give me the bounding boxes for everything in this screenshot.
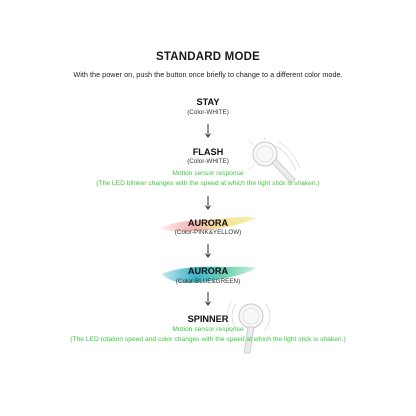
- mode-spinner-note-detail: (The LED rotation speed and color changes with the speed at which the light stick is shaken.): [70, 336, 346, 343]
- mode-flash-name: FLASH: [192, 147, 224, 157]
- mode-aurora-1-color: (Color-PINK&YELLOW): [174, 229, 242, 236]
- mode-flash-color: (Color-WHITE): [187, 158, 229, 165]
- arrow-down-icon: [203, 124, 213, 138]
- mode-spinner-name: SPINNER: [187, 314, 229, 324]
- arrow-down-icon: [203, 292, 213, 306]
- mode-aurora-2-name: AURORA: [187, 266, 229, 276]
- mode-stay-color: (Color-WHITE): [187, 109, 229, 116]
- arrow-down-icon: [203, 196, 213, 210]
- mode-stay-name: STAY: [196, 97, 220, 107]
- page-title: STANDARD MODE: [156, 51, 260, 63]
- intro-text: With the power on, push the button once briefly to change to a different color mode.: [73, 70, 343, 79]
- mode-spinner-note: Motion sensor response: [172, 326, 244, 333]
- mode-flash-note: Motion sensor response: [172, 170, 244, 177]
- arrow-down-icon: [203, 244, 213, 258]
- mode-aurora-2-color: (Color-BLUE&GREEN): [175, 278, 241, 285]
- mode-flash-note-detail: (The LED blinker changes with the speed at which the light stick is shaken.): [96, 180, 320, 187]
- mode-aurora-1-name: AURORA: [187, 218, 229, 228]
